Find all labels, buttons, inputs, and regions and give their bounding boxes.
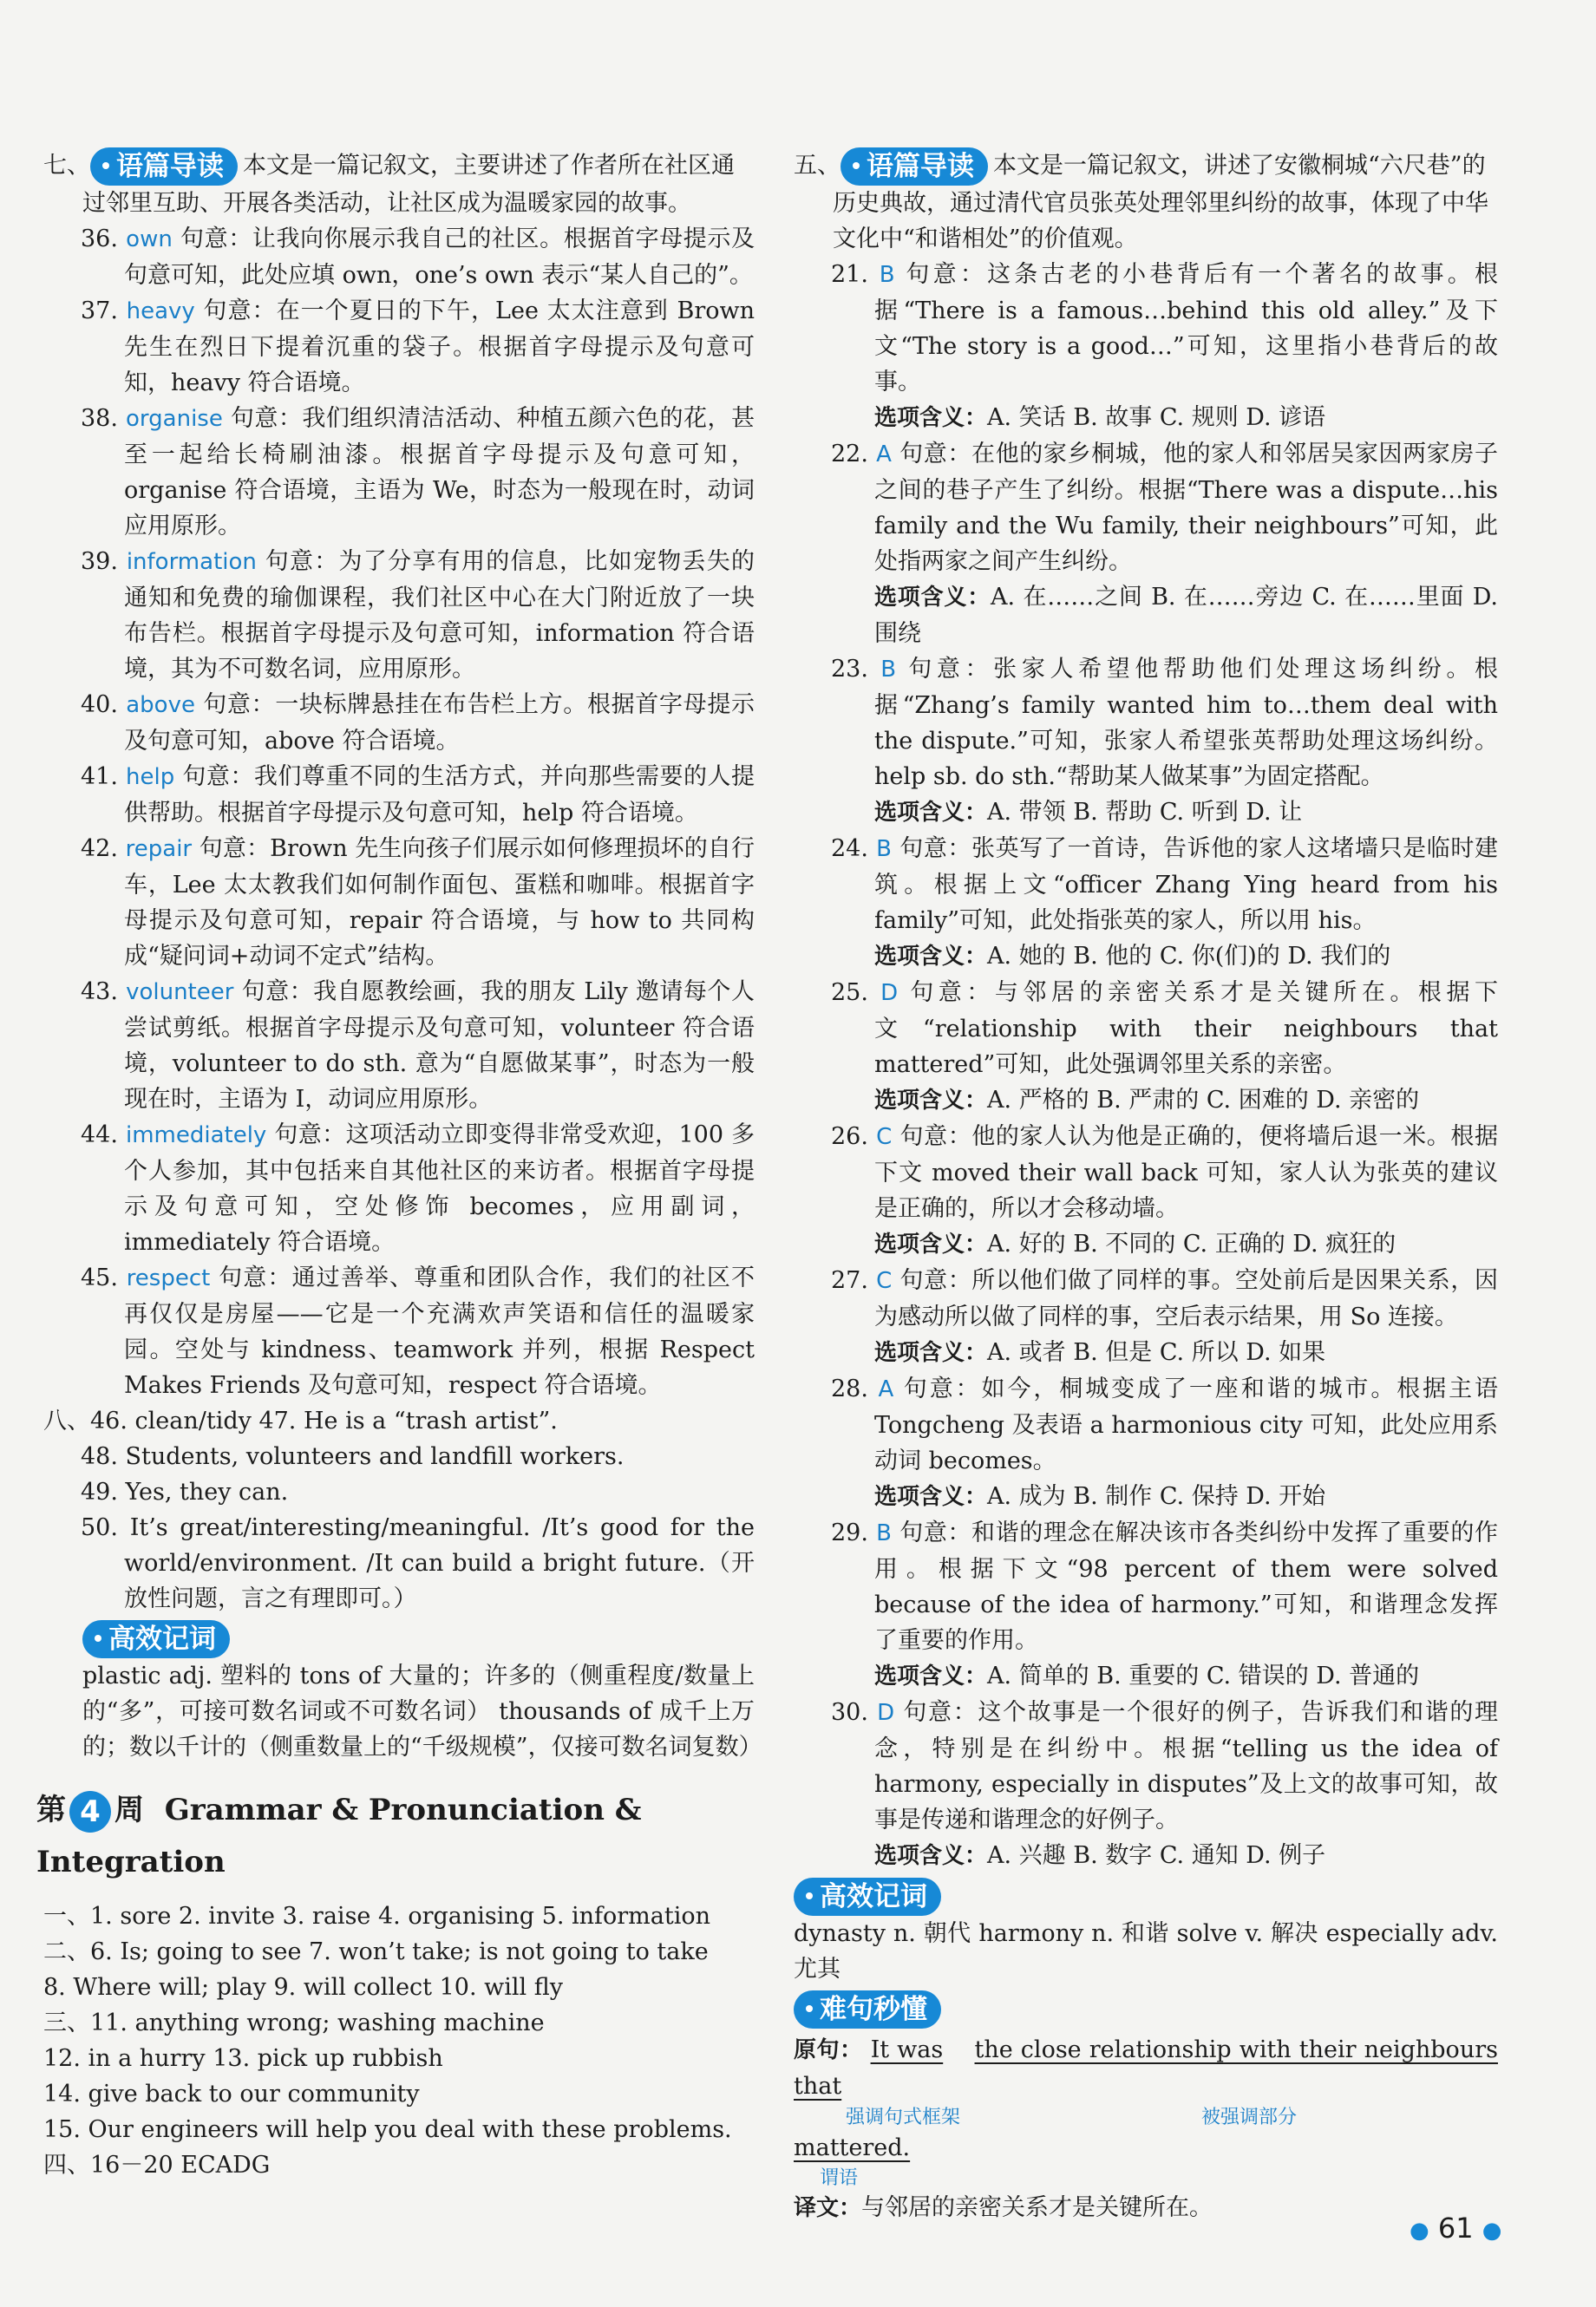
answer-item <box>43 1117 755 1260</box>
explanation: 句意：我们组织清洁活动、种植五颜六色的花，甚至一起给长椅刷油漆。根据首字母提示及句意可知，organise 符合语境，主语为 We，时态为一般现在时，动词应用原形。 <box>124 405 755 539</box>
answer-item <box>794 257 1498 400</box>
option-meanings <box>794 579 1498 651</box>
answer-word: above <box>126 692 195 718</box>
item-number: 37. <box>81 297 118 324</box>
emphasized-part: the close relationship with their neighbours <box>974 2036 1498 2063</box>
explanation: 句意：一块标牌悬挂在布告栏上方。根据首字母提示及句意可知，above 符合语境。 <box>124 691 755 755</box>
answer-item <box>43 974 755 1117</box>
answer-letter: A <box>876 441 892 467</box>
row-text: 8. Where will; play 9. will collect 10. will fly <box>43 1974 563 2001</box>
badge-reading-guide: 语篇导读 <box>90 147 238 186</box>
option-list: A. 她的 B. 他的 C. 你(们)的 D. 我们的 <box>987 943 1391 970</box>
original-sentence: 原句： It was the close relationship with their neighbours that <box>794 2036 1498 2100</box>
explanation: 句意：这个故事是一个很好的例子，告诉我们和谐的理念，特别是在纠纷中。根据“telling us the idea of harmony, especially in disputes”及上文的故事可知，故事是传递和谐理念的好例子。 <box>874 1699 1498 1833</box>
answer-word: respect <box>126 1265 211 1291</box>
answer-item <box>794 651 1498 794</box>
vocab-text: plastic adj. 塑料的 tons of 大量的；许多的（侧重程度/数量上的“多”，可接可数名词或不可数名词） thousands of 成千上万的；数以千计的（侧重数量上的“千级规模”，仅接可数名词复数） <box>82 1663 762 1761</box>
item-number: 30. <box>831 1699 868 1726</box>
item-number: 28. <box>831 1376 868 1402</box>
option-label: 选项含义： <box>874 800 988 826</box>
grammar-row <box>43 2147 755 2183</box>
option-meanings <box>794 1838 1498 1874</box>
option-meanings <box>794 400 1498 436</box>
intro-text: 本文是一篇记叙文，讲述了安徽桐城“六尺巷”的历史典故，通过清代官员张英处理邻里纠纷的故事，体现了中华文化中“和谐相处”的价值观。 <box>833 152 1488 252</box>
answer-letter: B <box>876 836 892 862</box>
explanation: 句意：我们尊重不同的生活方式，并向那些需要的人提供帮助。根据首字母提示及句意可知，help 符合语境。 <box>124 763 755 827</box>
answer-word: repair <box>125 836 193 862</box>
row-text: 12. in a hurry 13. pick up rubbish <box>43 2045 443 2072</box>
item-number: 23. <box>831 656 868 683</box>
badge-hard-sentence: 难句秒懂 <box>794 1990 941 2029</box>
badge-reading-guide: 语篇导读 <box>841 147 988 186</box>
option-label: 选项含义： <box>874 1088 988 1114</box>
answer-item <box>43 293 755 401</box>
grammar-row <box>43 1970 755 2005</box>
answer-item <box>43 401 755 544</box>
row-prefix: 四、 <box>43 2152 90 2179</box>
translation: 译文：与邻居的亲密关系才是关键所在。 <box>794 2194 1213 2221</box>
original-sentence-end: mattered. <box>794 2134 911 2161</box>
explanation: 句意：Brown 先生向孩子们展示如何修理损坏的自行车，Lee 太太教我们如何制作面包、蛋糕和咖啡。根据首字母提示及句意可知，repair 符合语境，与 how to 共同构成“疑问词+动词不定式”结构。 <box>124 835 755 970</box>
section-8-lines <box>43 1439 755 1617</box>
grammar-row <box>43 2076 755 2112</box>
vocab-text: dynasty n. 朝代 harmony n. 和谐 solve v. 解决 especially adv. 尤其 <box>794 1920 1498 1983</box>
explanation: 句意：让我向你展示我自己的社区。根据首字母提示及句意可知，此处应填 own，one’s own 表示“某人自己的”。 <box>124 225 755 289</box>
grammar-row <box>43 2041 755 2076</box>
explanation: 句意：在一个夏日的下午，Lee 太太注意到 Brown 先生在烈日下提着沉重的袋子。根据首字母提示及句意可知，heavy 符合语境。 <box>124 297 755 396</box>
answer-letter: B <box>880 657 897 683</box>
week-heading: 第 4 周 Grammar & Pronunciation & Integration <box>36 1793 642 1879</box>
row-prefix: 二、 <box>43 1938 90 1965</box>
item-number: 39. <box>81 548 118 575</box>
explanation: 句意：张英写了一首诗，告诉他的家人这堵墙只是临时建筑。根据上文“officer Zhang Ying heard from his family”可知，此处指张英的家人，所以用 his。 <box>874 835 1498 934</box>
item-number: 24. <box>831 835 868 862</box>
option-label: 选项含义： <box>874 1663 988 1689</box>
explanation: 句意：张家人希望他帮助他们处理这场纠纷。根据“Zhang’s family wanted him to…them deal with the dispute.”可知，张家人希望张英帮助处理这场纠纷。help sb. do sth.“帮助某人做某事”为固定搭配。 <box>874 656 1499 790</box>
annotation-emphasized: 被强调部分 <box>1201 2107 1298 2128</box>
answer-letter: A <box>878 1376 894 1402</box>
answer-item <box>794 831 1498 938</box>
answer-item <box>794 1371 1498 1479</box>
row-text: 15. Our engineers will help you deal with these problems. <box>43 2116 732 2143</box>
explanation: 句意：在他的家乡桐城，他的家人和邻居吴家因两家房子之间的巷子产生了纠纷。根据“There was a dispute…his family and the Wu family, their neighbours”可知，此处指两家之间产生纠纷。 <box>874 441 1498 575</box>
option-meanings <box>794 1479 1498 1515</box>
option-meanings <box>794 1226 1498 1263</box>
explanation: 句意：与邻居的亲密关系才是关键所在。根据下文“relationship with their neighbours that mattered”可知，此处强调邻里关系的亲密。 <box>874 979 1498 1078</box>
answer-letter: B <box>876 1520 892 1546</box>
section-7 <box>43 147 755 221</box>
dot-icon <box>95 1635 101 1642</box>
week-title: Grammar & Pronunciation & Integration <box>36 1793 642 1879</box>
explanation: 句意：所以他们做了同样的事。空处前后是因果关系，因为感动所以做了同样的事，空后表示结果，用 So 连接。 <box>874 1267 1498 1330</box>
answer-word: own <box>126 226 173 252</box>
row-text: 1. sore 2. invite 3. raise 4. organising 5. information <box>90 1903 710 1930</box>
answer-item <box>43 221 755 293</box>
answer-line: 50. It’s great/interesting/meaningful. /It’s good for the world/environment. /It can build a bright future.（开放性问题，言之有理即可。） <box>81 1514 755 1612</box>
option-list: A. 简单的 B. 重要的 C. 错误的 D. 普通的 <box>987 1663 1420 1689</box>
answer-letter: D <box>880 980 899 1006</box>
explanation: 句意：为了分享有用的信息，比如宠物丢失的通知和免费的瑜伽课程，我们社区中心在大门附近放了一块布告栏。根据首字母提示及句意可知，information 符合语境，其为不可数名词，应用原形。 <box>124 548 755 683</box>
item-number: 40. <box>81 691 118 718</box>
option-label: 选项含义： <box>874 585 991 611</box>
grammar-row <box>43 2005 755 2041</box>
dot-icon <box>806 2005 813 2012</box>
item-number: 45. <box>81 1265 118 1291</box>
item-number: 42. <box>81 835 118 862</box>
item-number: 41. <box>81 763 118 790</box>
option-label: 选项含义： <box>874 1232 988 1258</box>
option-list: A. 或者 B. 但是 C. 所以 D. 如果 <box>987 1339 1326 1366</box>
answer-line: 48. Students, volunteers and landfill workers. <box>81 1443 625 1470</box>
grammar-row <box>43 2112 755 2147</box>
option-label: 选项含义： <box>874 1843 988 1869</box>
answer-line: 49. Yes, they can. <box>81 1479 289 1506</box>
answer-item <box>794 436 1498 579</box>
item-number: 36. <box>81 225 118 252</box>
answer-word: information <box>126 549 257 575</box>
item-number: 43. <box>81 978 118 1005</box>
option-meanings <box>794 794 1498 831</box>
item-number: 26. <box>831 1123 868 1150</box>
annotation-frame: 强调句式框架 <box>846 2107 961 2128</box>
option-label: 选项含义： <box>874 1484 988 1510</box>
answer-letter: C <box>876 1124 893 1150</box>
hard-sentence-header <box>794 1990 1498 2029</box>
explanation: 句意：通过善举、尊重和团队合作，我们的社区不再仅仅是房屋——它是一个充满欢声笑语和信任的温暖家园。空处与 kindness、teamwork 并列，根据 Respect Makes Friends 及句意可知，respect 符合语境。 <box>124 1265 755 1399</box>
item-number: 44. <box>81 1121 118 1148</box>
grammar-row <box>43 1899 755 1934</box>
answer-item <box>794 1515 1498 1658</box>
vocab-header <box>794 1878 1498 1916</box>
emphasis-frame-part: It was <box>870 2036 944 2063</box>
answer-item <box>43 831 755 974</box>
item-number: 21. <box>831 261 868 288</box>
answer-item <box>43 544 755 687</box>
item-number: 25. <box>831 979 868 1006</box>
item-number: 22. <box>831 441 868 467</box>
row-text: 14. give back to our community <box>43 2081 420 2108</box>
row-text: 16－20 ECADG <box>90 2152 271 2179</box>
right-column <box>794 147 1498 2226</box>
explanation: 句意：这条古老的小巷背后有一个著名的故事。根据“There is a famous…behind this old alley.”及下文“The story is a good…”可知，这里指小巷背后的故事。 <box>874 261 1499 395</box>
left-column <box>36 147 762 2183</box>
dot-icon <box>102 162 109 169</box>
answer-letter: B <box>879 262 895 288</box>
option-meanings <box>794 1658 1498 1695</box>
section-prefix: 七、 <box>43 152 90 180</box>
answer-item <box>794 1695 1498 1838</box>
answer-item <box>43 759 755 831</box>
option-label: 选项含义： <box>874 1340 988 1366</box>
row-text: 6. Is; going to see 7. won’t take; is not going to take <box>90 1938 709 1965</box>
answer-word: volunteer <box>126 979 234 1005</box>
answer-list <box>43 221 755 1403</box>
option-list: A. 兴趣 B. 数字 C. 通知 D. 例子 <box>987 1842 1326 1869</box>
explanation: 句意：如今，桐城变成了一座和谐的城市。根据主语 Tongcheng 及表语 a harmonious city 可知，此处应用系动词 becomes。 <box>874 1376 1499 1474</box>
option-meanings <box>794 938 1498 975</box>
row-text: 11. anything wrong; washing machine <box>90 2010 545 2036</box>
answer-word: organise <box>126 406 223 432</box>
annotation-row <box>794 2104 1498 2130</box>
option-list: A. 带领 B. 帮助 C. 听到 D. 让 <box>987 799 1303 826</box>
option-list: A. 在……之间 B. 在……旁边 C. 在……里面 D. 围绕 <box>874 584 1498 647</box>
row-prefix: 一、 <box>43 1903 90 1930</box>
option-list: A. 笑话 B. 故事 C. 规则 D. 谚语 <box>987 404 1326 431</box>
answer-item <box>794 1263 1498 1335</box>
answer-list <box>794 257 1498 1874</box>
answer-item <box>794 1119 1498 1226</box>
row-prefix: 三、 <box>43 2010 90 2036</box>
item-number: 38. <box>81 405 118 432</box>
intro-text: 本文是一篇记叙文，主要讲述了作者所在社区通过邻里互助、开展各类活动，让社区成为温暖家园的故事。 <box>82 152 735 217</box>
answer-letter: C <box>876 1268 893 1294</box>
option-list: A. 好的 B. 不同的 C. 正确的 D. 疯狂的 <box>987 1231 1396 1258</box>
answer-letter: D <box>877 1700 895 1726</box>
badge-vocab: 高效记词 <box>82 1620 230 1658</box>
item-number: 27. <box>831 1267 868 1294</box>
option-label: 选项含义： <box>874 405 988 431</box>
explanation: 句意：他的家人认为他是正确的，便将墙后退一米。根据下文 moved their wall back 可知，家人认为张英的建议是正确的，所以才会移动墙。 <box>874 1123 1498 1222</box>
grammar-answers <box>43 1899 755 2183</box>
option-label: 选项含义： <box>874 944 988 970</box>
week-number-badge: 4 <box>69 1791 111 1833</box>
option-meanings <box>794 1082 1498 1119</box>
answer-word: immediately <box>125 1122 267 1148</box>
answer-item <box>794 975 1498 1082</box>
answer-item <box>43 687 755 759</box>
vocab-header <box>43 1620 755 1658</box>
section-8: 八、46. clean/tidy 47. He is a “trash artist”. <box>43 1408 558 1435</box>
option-list: A. 成为 B. 制作 C. 保持 D. 开始 <box>987 1483 1326 1510</box>
explanation: 句意：和谐的理念在解决该市各类纠纷中发挥了重要的作用。根据下文“98 percent of them were solved because of the idea of harmony.”可知，和谐理念发挥了重要的作用。 <box>874 1519 1498 1654</box>
answer-word: heavy <box>126 298 195 324</box>
explanation: 句意：这项活动立即变得非常受欢迎，100 多个人参加，其中包括来自其他社区的来访者。根据首字母提示及句意可知，空处修饰 becomes，应用副词，immediately 符合语境。 <box>124 1121 755 1256</box>
answer-word: help <box>126 764 175 790</box>
dot-icon <box>806 1892 813 1899</box>
item-number: 29. <box>831 1519 868 1546</box>
option-meanings <box>794 1335 1498 1371</box>
answer-item <box>43 1260 755 1403</box>
badge-vocab: 高效记词 <box>794 1878 941 1916</box>
section-5: 五、 语篇导读 本文是一篇记叙文，讲述了安徽桐城“六尺巷”的历史典故，通过清代官员张英处理邻里纠纷的故事，体现了中华文化中“和谐相处”的价值观。 <box>794 147 1498 257</box>
grammar-row <box>43 1934 755 1970</box>
explanation: 句意：我自愿教绘画，我的朋友 Lily 邀请每个人尝试剪纸。根据首字母提示及句意可知，volunteer 符合语境，volunteer to do sth. 意为“自愿做某事”，时态为一般现在时，主语为 I，动词应用原形。 <box>124 978 755 1113</box>
option-list: A. 严格的 B. 严肃的 C. 困难的 D. 亲密的 <box>987 1087 1420 1114</box>
annotation-predicate: 谓语 <box>820 2167 859 2189</box>
dot-icon <box>853 162 860 169</box>
page-number: ● 61 ● <box>1410 2212 1502 2245</box>
